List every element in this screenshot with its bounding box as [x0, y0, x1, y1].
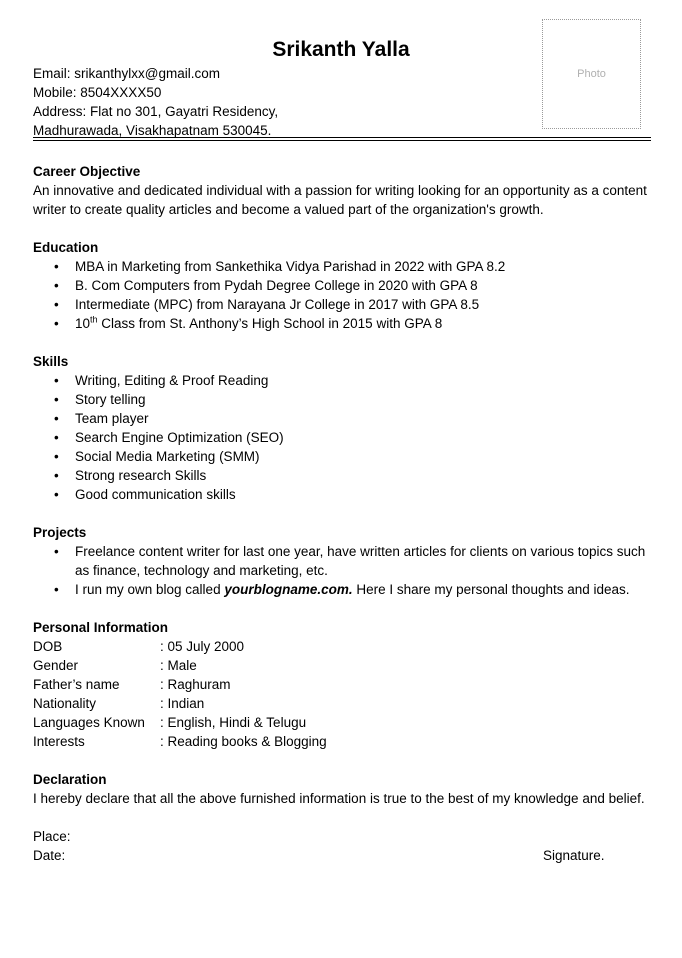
career-objective-heading: Career Objective	[33, 164, 141, 179]
personal-info-heading: Personal Information	[33, 620, 169, 635]
projects-list	[33, 542, 651, 599]
info-row-dob	[33, 637, 651, 656]
skills-heading: Skills	[33, 354, 69, 369]
skill-item-text: Good communication skills	[75, 487, 236, 502]
personal-info-section	[33, 618, 651, 751]
education-heading: Education	[33, 240, 99, 255]
info-label: Languages Known	[33, 715, 145, 730]
list-item	[33, 485, 651, 504]
info-value: : Reading books & Blogging	[160, 734, 327, 749]
bullet-icon: •	[54, 411, 59, 426]
photo-label: Photo	[577, 68, 606, 80]
bullet-icon: •	[54, 582, 59, 597]
bullet-icon: •	[54, 259, 59, 274]
bullet-icon: •	[54, 392, 59, 407]
bullet-icon: •	[54, 278, 59, 293]
signature-label: Signature.	[543, 848, 605, 863]
education-tenth-sup: th	[90, 314, 98, 325]
info-value: : 05 July 2000	[160, 639, 245, 654]
skill-item-text: Social Media Marketing (SMM)	[75, 449, 260, 464]
bullet-icon: •	[54, 316, 59, 331]
education-item-text: B. Com Computers from Pydah Degree College in 2020 with GPA 8	[75, 278, 478, 293]
info-value: : Raghuram	[160, 677, 231, 692]
career-objective-text: An innovative and dedicated individual with a passion for writing looking for an opportunity as a content writer to create quality articles and become a valued part of the organization's growth.	[33, 183, 647, 217]
header-divider-bottom	[33, 140, 651, 141]
list-item	[33, 371, 651, 390]
address-line-1: Address: Flat no 301, Gayatri Residency,	[33, 104, 279, 119]
info-value: : Indian	[160, 696, 205, 711]
declaration-text: I hereby declare that all the above furnished information is true to the best of my knowledge and belief.	[33, 791, 645, 806]
resume-body	[33, 162, 651, 865]
project-item-text: Freelance content writer for last one year, have written articles for clients on various topics such as finance, technology and marketing, etc.	[75, 544, 646, 578]
education-item-text: Intermediate (MPC) from Narayana Jr College in 2017 with GPA 8.5	[75, 297, 480, 312]
education-section	[33, 238, 651, 333]
address-line-2: Madhurawada, Visakhapatnam 530045.	[33, 123, 272, 138]
resume-name: Srikanth Yalla	[272, 38, 410, 61]
list-item	[33, 542, 651, 580]
declaration-heading: Declaration	[33, 772, 107, 787]
info-label: Father’s name	[33, 677, 120, 692]
contact-block	[33, 64, 278, 140]
email-line: Email: srikanthylxx@gmail.com	[33, 66, 220, 81]
project-blog-name: yourblogname.com.	[224, 582, 353, 597]
info-row-languages	[33, 713, 651, 732]
info-row-interests	[33, 732, 651, 751]
info-row-gender	[33, 656, 651, 675]
info-value: : English, Hindi & Telugu	[160, 715, 307, 730]
bullet-icon: •	[54, 430, 59, 445]
education-list	[33, 257, 651, 333]
projects-section	[33, 523, 651, 599]
photo-placeholder	[542, 19, 641, 129]
info-label: Gender	[33, 658, 79, 673]
list-item	[33, 409, 651, 428]
date-signature-row	[33, 846, 651, 865]
bullet-icon: •	[54, 297, 59, 312]
info-label: Nationality	[33, 696, 97, 711]
list-item	[33, 428, 651, 447]
info-value: : Male	[160, 658, 197, 673]
project-blog-prefix: I run my own blog called	[75, 582, 225, 597]
skill-item-text: Strong research Skills	[75, 468, 207, 483]
bullet-icon: •	[54, 449, 59, 464]
list-item	[33, 466, 651, 485]
education-tenth-rest: Class from St. Anthony’s High School in 2015 with GPA 8	[97, 316, 443, 331]
skill-item-text: Team player	[75, 411, 149, 426]
bullet-icon: •	[54, 544, 59, 559]
list-item	[33, 390, 651, 409]
info-label: DOB	[33, 639, 63, 654]
skill-item-text: Story telling	[75, 392, 146, 407]
info-row-nationality	[33, 694, 651, 713]
info-label: Interests	[33, 734, 85, 749]
skill-item-text: Search Engine Optimization (SEO)	[75, 430, 284, 445]
date-line: Date:	[33, 848, 66, 863]
education-item-text: MBA in Marketing from Sankethika Vidya Parishad in 2022 with GPA 8.2	[75, 259, 506, 274]
list-item	[33, 257, 651, 276]
education-tenth-prefix: 10	[75, 316, 91, 331]
list-item	[33, 580, 651, 599]
skills-list	[33, 371, 651, 504]
list-item	[33, 314, 651, 333]
list-item	[33, 447, 651, 466]
career-objective-section	[33, 162, 651, 219]
projects-heading: Projects	[33, 525, 87, 540]
list-item	[33, 295, 651, 314]
skills-section	[33, 352, 651, 504]
header-divider-top	[33, 137, 651, 138]
project-blog-suffix: Here I share my personal thoughts and ideas.	[352, 582, 630, 597]
place-line: Place:	[33, 829, 71, 844]
bullet-icon: •	[54, 373, 59, 388]
info-row-father	[33, 675, 651, 694]
bullet-icon: •	[54, 468, 59, 483]
declaration-section	[33, 770, 651, 808]
list-item	[33, 276, 651, 295]
bullet-icon: •	[54, 487, 59, 502]
skill-item-text: Writing, Editing & Proof Reading	[75, 373, 269, 388]
mobile-line: Mobile: 8504XXXX50	[33, 85, 162, 100]
